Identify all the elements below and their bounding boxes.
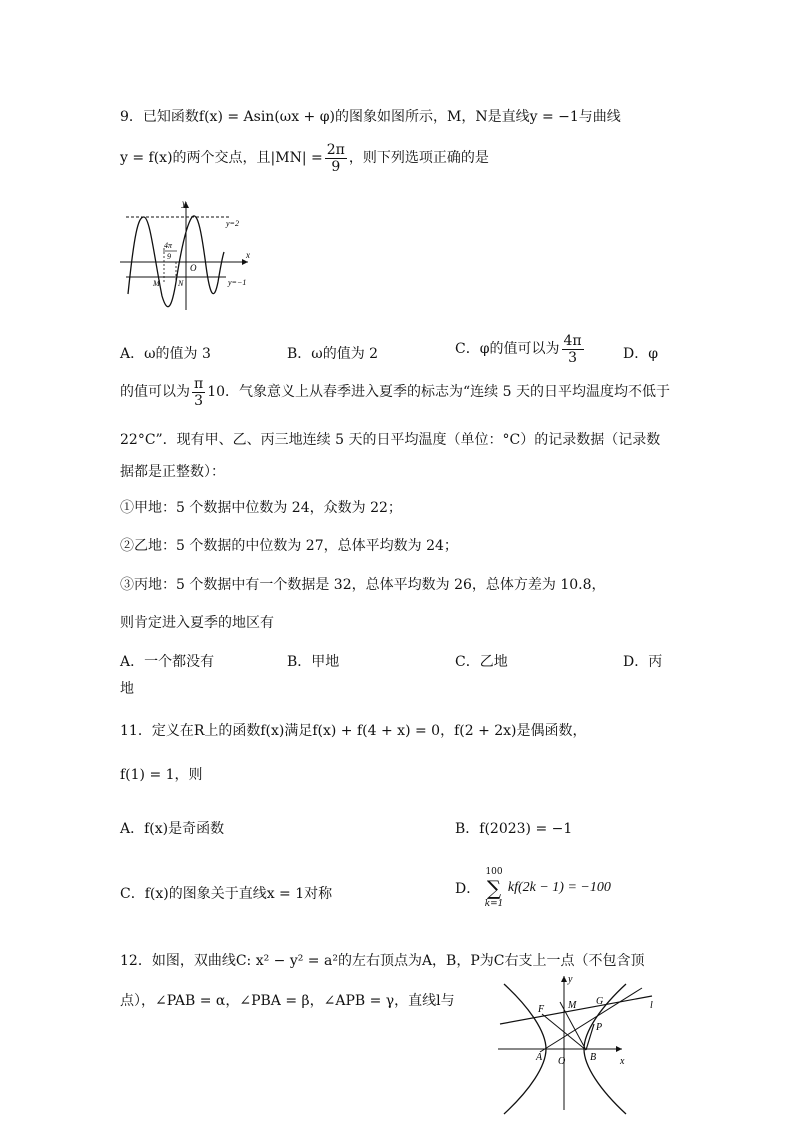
q12-point-b: B [590, 1052, 597, 1063]
q10-line2: 22°C”．现有甲、乙、丙三地连续 5 天的日平均温度（单位：°C）的记录数据（记录数 [120, 432, 661, 448]
q12-point-p: P [596, 1022, 603, 1033]
q9-frac-num: 4π [164, 241, 173, 250]
q9-option-d-tail: 的值可以为 [120, 384, 190, 400]
q10-line1: 10．气象意义上从春季进入夏季的标志为“连续 5 天的日平均温度均不低于 [207, 384, 670, 400]
q12-point-a: A [536, 1052, 543, 1063]
q12-hyperbola-figure [490, 974, 670, 1120]
q9-option-d[interactable]: D．φ [623, 346, 659, 362]
q10-item3: ③丙地：5 个数据中有一个数据是 32，总体平均数为 26，总体方差为 10.8， [120, 577, 606, 593]
q9-point-n: N [178, 279, 184, 288]
q9-option-b[interactable]: B．ω的值为 2 [287, 346, 379, 362]
q10-option-b[interactable]: B．甲地 [287, 654, 340, 670]
q11-option-d[interactable]: D． 100 ∑ k=1 kf(2k − 1) = −100 [455, 867, 611, 909]
q11-option-c[interactable]: C．f(x)的图象关于直线x = 1对称 [120, 886, 333, 902]
q10-line3: 据都是正整数）： [120, 464, 225, 480]
q12-origin-label: O [558, 1056, 566, 1067]
q9-line-bottom-label: y=−1 [228, 278, 247, 287]
q10-conclusion: 则肯定进入夏季的地区有 [120, 615, 274, 631]
q12-point-g: G [596, 996, 604, 1007]
q9-point-m: M [153, 279, 160, 288]
q9-d-tail-q10-line1 [120, 374, 670, 410]
q10-option-a[interactable]: A．一个都没有 [120, 654, 215, 670]
q9-origin-label: O [190, 263, 197, 273]
q9-option-c[interactable]: C．φ的值可以为 $\frac{4\pi}{3}$ [455, 332, 582, 366]
q12-y-axis-label: y [568, 974, 573, 985]
q9-line-top-label: y=2 [226, 219, 239, 228]
q11-option-a[interactable]: A．f(x)是奇函数 [120, 821, 225, 837]
q11-line1: 11．定义在R上的函数f(x)满足f(x) + f(4 + x) = 0，f(2 + 2x)是偶函数， [120, 723, 587, 739]
q10-option-c[interactable]: C．乙地 [455, 654, 508, 670]
q12-line1: 12．如图，双曲线C: x² − y² = a²的左右顶点为A，B，P为C右支上一点（不包含顶 [120, 953, 645, 969]
q10-item2: ②乙地：5 个数据的中位数为 27，总体平均数为 24； [120, 538, 458, 554]
q11-summation: 100 ∑ k=1 [484, 867, 504, 909]
q12-line2: 点），∠PAB = α，∠PBA = β，∠APB = γ，直线l与 [120, 993, 455, 1009]
q10-option-d[interactable]: D．丙 [623, 654, 663, 670]
q12-line-l-label: l [650, 1000, 653, 1011]
q12-point-m: M [568, 1000, 577, 1011]
q11-line2: f(1) = 1，则 [120, 767, 203, 783]
q9-stem-line2: y = f(x)的两个交点，且|MN| = $\frac{2\pi}{9}$ ，则下列选项正确的是 [120, 141, 489, 175]
q9-mn-fraction: $\frac{2\pi}{9}$ [326, 141, 345, 175]
q11-option-b[interactable]: B．f(2023) = −1 [455, 821, 573, 837]
q10-option-d-tail: 地 [120, 681, 134, 697]
q9-option-a[interactable]: A．ω的值为 3 [120, 346, 211, 362]
q9-option-d-fraction: $\frac{\pi}{3}$ [194, 375, 204, 409]
q12-x-axis-label: x [620, 1056, 625, 1067]
q9-sine-figure [120, 196, 255, 311]
q9-y-axis-label: y [182, 198, 186, 208]
q10-item1: ①甲地：5 个数据中位数为 24，众数为 22； [120, 500, 402, 516]
q9-stem-line1: 9．已知函数f(x) = Asin(ωx + φ)的图象如图所示，M，N是直线y = −1与曲线 [120, 109, 621, 125]
q9-x-axis-label: x [246, 250, 250, 260]
q9-frac-den: 9 [167, 252, 171, 261]
q12-point-f: F [538, 1004, 545, 1015]
